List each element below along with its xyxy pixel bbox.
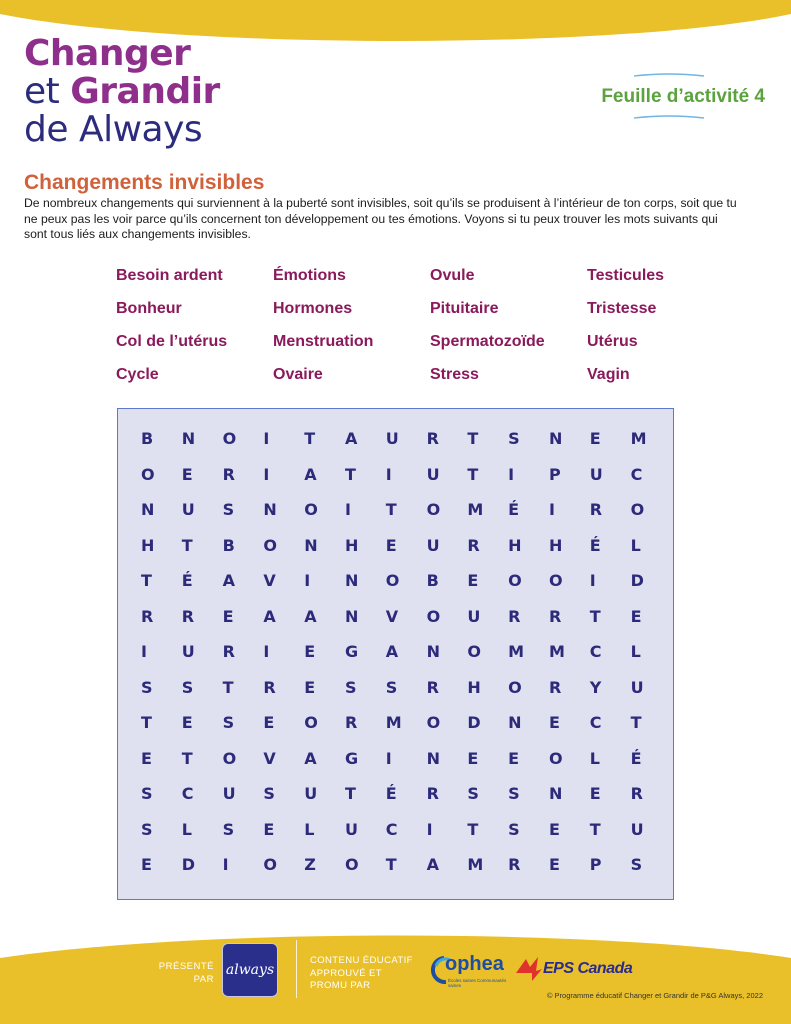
copyright-notice: © Programme éducatif Changer et Grandir de P&G Always, 2022	[546, 991, 763, 1000]
grid-letter[interactable]: G	[344, 642, 359, 661]
word-list	[116, 266, 716, 384]
grid-letter[interactable]: R	[508, 606, 521, 626]
grid-letter[interactable]: O	[222, 748, 237, 768]
grid-letter[interactable]: T	[467, 819, 479, 839]
grid-letter[interactable]: U	[589, 464, 603, 484]
grid-letter[interactable]: T	[344, 784, 356, 803]
grid-letter[interactable]: R	[426, 677, 439, 697]
grid-letter[interactable]: A	[304, 748, 317, 768]
logo-line-1: Changer	[24, 33, 191, 74]
grid-letter[interactable]: V	[385, 606, 399, 626]
grid-letter[interactable]: I	[141, 642, 147, 661]
word-list-item: Stress	[430, 366, 479, 383]
grid-letter[interactable]: O	[222, 429, 237, 448]
grid-letter[interactable]: D	[630, 571, 644, 590]
word-list-item: Émotions	[273, 267, 346, 284]
grid-letter[interactable]: O	[426, 606, 441, 626]
section-title: Changements invisibles	[24, 171, 265, 194]
grid-letter[interactable]: U	[630, 677, 644, 697]
grid-letter[interactable]: S	[141, 819, 153, 839]
grid-letter[interactable]: N	[344, 571, 359, 590]
grid-letter[interactable]: E	[263, 713, 275, 732]
grid-letter[interactable]: T	[589, 819, 601, 839]
logo-line-2: et Grandir	[24, 71, 220, 112]
grid-letter[interactable]: S	[141, 677, 153, 697]
grid-letter[interactable]: O	[467, 642, 481, 661]
grid-letter[interactable]: N	[181, 429, 196, 448]
grid-letter[interactable]: S	[508, 819, 520, 839]
grid-letter[interactable]: R	[181, 606, 195, 626]
grid-letter[interactable]: A	[304, 606, 317, 626]
grid-letter[interactable]: T	[589, 606, 601, 626]
grid-letter[interactable]: O	[304, 500, 318, 519]
grid-letter[interactable]: A	[222, 571, 235, 590]
grid-letter[interactable]: T	[181, 535, 193, 555]
grid-letter[interactable]: U	[222, 784, 236, 803]
word-list-item: Utérus	[587, 333, 638, 350]
grid-letter[interactable]: R	[508, 855, 521, 874]
grid-letter[interactable]: E	[467, 748, 479, 768]
grid-letter[interactable]: É	[589, 535, 601, 555]
presented-by-label: PRÉSENTÉ PAR	[158, 961, 214, 985]
word-list-item: Hormones	[273, 300, 353, 317]
grid-letter[interactable]: O	[630, 500, 645, 519]
grid-letter[interactable]: C	[589, 713, 602, 732]
grid-letter[interactable]: O	[548, 571, 563, 590]
grid-letter[interactable]: T	[467, 429, 479, 448]
grid-letter[interactable]: S	[222, 713, 235, 732]
word-list-item: Besoin ardent	[116, 267, 223, 284]
grid-letter[interactable]: L	[589, 748, 600, 768]
grid-letter[interactable]: H	[508, 535, 522, 555]
word-list-item: Ovaire	[273, 366, 323, 383]
always-logo	[222, 943, 278, 997]
word-list-item: Testicules	[587, 267, 665, 284]
grid-letter[interactable]: B	[426, 571, 439, 590]
grid-letter[interactable]: N	[141, 500, 155, 519]
grid-letter[interactable]: L	[630, 535, 641, 555]
grid-letter[interactable]: L	[181, 819, 192, 839]
grid-letter[interactable]: T	[304, 429, 316, 448]
grid-letter[interactable]: U	[181, 500, 195, 519]
grid-letter[interactable]: N	[426, 642, 440, 661]
grid-letter[interactable]: A	[385, 642, 399, 661]
grid-letter[interactable]: U	[467, 606, 481, 626]
grid-letter[interactable]: T	[181, 748, 193, 768]
grid-letter[interactable]: P	[548, 464, 561, 484]
grid-letter[interactable]: N	[548, 429, 563, 448]
word-search-puzzle	[117, 408, 674, 900]
grid-letter[interactable]: O	[426, 713, 441, 732]
grid-letter[interactable]: R	[141, 606, 154, 626]
footer-divider	[296, 940, 297, 998]
grid-letter[interactable]: D	[181, 855, 196, 874]
grid-letter[interactable]: S	[181, 677, 194, 697]
grid-letter[interactable]: R	[467, 535, 480, 555]
grid-letter[interactable]: É	[181, 571, 193, 590]
grid-letter[interactable]: I	[263, 464, 270, 484]
grid-letter[interactable]: O	[426, 500, 441, 519]
grid-letter[interactable]: É	[508, 500, 520, 519]
grid-letter[interactable]: O	[508, 677, 522, 697]
grid-letter[interactable]: H	[141, 535, 155, 555]
grid-letter[interactable]: I	[426, 819, 433, 839]
grid-letter[interactable]: E	[589, 429, 601, 448]
grid-letter[interactable]: R	[548, 606, 562, 626]
grid-letter[interactable]: S	[344, 677, 357, 697]
grid-letter[interactable]: E	[141, 855, 152, 874]
grid-letter[interactable]: C	[385, 819, 398, 839]
grid-letter[interactable]: U	[181, 642, 195, 661]
grid-letter[interactable]: E	[467, 571, 479, 590]
grid-letter[interactable]: I	[548, 500, 555, 519]
grid-letter[interactable]: É	[385, 784, 397, 803]
grid-letter[interactable]: I	[589, 571, 596, 590]
grid-letter[interactable]: V	[263, 571, 276, 590]
grid-letter[interactable]: G	[344, 748, 359, 768]
grid-letter[interactable]: U	[630, 819, 644, 839]
grid-letter[interactable]: L	[304, 819, 315, 839]
approved-by-label: CONTENU ÉDUCATIF APPROUVÉ ET PROMU PAR	[310, 955, 413, 991]
grid-letter[interactable]: N	[344, 606, 359, 626]
grid-letter[interactable]: H	[344, 535, 359, 555]
grid-letter[interactable]: E	[304, 642, 316, 661]
grid-letter[interactable]: B	[141, 429, 154, 448]
grid-letter[interactable]: E	[222, 606, 234, 626]
grid-letter[interactable]: S	[630, 855, 643, 874]
grid-letter[interactable]: M	[630, 429, 647, 448]
grid-letter[interactable]: A	[426, 855, 439, 874]
always-logo-text: always	[225, 962, 275, 978]
word-list-item: Menstruation	[273, 333, 374, 350]
grid-letter[interactable]: É	[630, 748, 642, 768]
grid-letter[interactable]: E	[181, 464, 193, 484]
word-list-item: Ovule	[430, 267, 475, 284]
grid-letter[interactable]: O	[304, 713, 318, 732]
grid-letter[interactable]: T	[630, 713, 642, 732]
grid-letter[interactable]: U	[344, 819, 358, 839]
grid-letter[interactable]: T	[141, 713, 152, 732]
grid-letter[interactable]: N	[426, 748, 440, 768]
grid-letter[interactable]: I	[385, 748, 392, 768]
grid-letter[interactable]: O	[263, 855, 277, 874]
grid-letter[interactable]: R	[344, 713, 358, 732]
grid-letter[interactable]: E	[548, 713, 560, 732]
grid-letter[interactable]: I	[222, 855, 229, 874]
grid-letter[interactable]: U	[304, 784, 318, 803]
grid-letter[interactable]: S	[222, 819, 235, 839]
grid-letter[interactable]: O	[263, 535, 277, 555]
grid-letter[interactable]: R	[426, 429, 439, 448]
grid-letter[interactable]: N	[263, 500, 277, 519]
grid-letter[interactable]: I	[263, 429, 270, 448]
grid-letter[interactable]: I	[508, 464, 515, 484]
word-list-item: Cycle	[116, 366, 159, 383]
grid-letter[interactable]: R	[426, 784, 439, 803]
grid-letter[interactable]: V	[263, 748, 276, 768]
grid-letter[interactable]: U	[385, 429, 399, 448]
changer-et-grandir-logo	[24, 33, 220, 150]
grid-letter[interactable]: R	[630, 784, 643, 803]
grid-letter[interactable]: E	[508, 748, 520, 768]
grid-letter[interactable]: M	[385, 713, 402, 732]
ophea-logo-text: ophea	[445, 953, 504, 975]
grid-letter[interactable]: R	[589, 500, 603, 519]
word-list-item: Vagin	[587, 366, 630, 383]
grid-letter[interactable]: R	[263, 677, 276, 697]
logo-line-3: de Always	[24, 109, 203, 150]
grid-letter[interactable]: S	[263, 784, 275, 803]
grid-letter[interactable]: A	[304, 464, 317, 484]
grid-letter[interactable]: Y	[589, 677, 602, 697]
grid-letter[interactable]: E	[548, 855, 560, 874]
ophea-tagline: Écoles saines Communautés saines	[448, 978, 507, 988]
grid-letter[interactable]: H	[467, 677, 481, 697]
grid-letter[interactable]: M	[508, 642, 525, 661]
activity-sheet-label: Feuille d’activité 4	[601, 86, 765, 107]
grid-letter[interactable]: I	[344, 500, 351, 519]
grid-letter[interactable]: B	[222, 535, 235, 555]
grid-letter[interactable]: E	[589, 784, 601, 803]
grid-letter[interactable]: M	[548, 642, 565, 661]
grid-letter[interactable]: O	[508, 571, 522, 590]
grid-letter[interactable]: R	[222, 642, 235, 661]
grid-letter[interactable]: N	[304, 535, 318, 555]
grid-letter[interactable]: E	[385, 535, 397, 555]
grid-letter[interactable]: S	[141, 784, 153, 803]
grid-letter[interactable]: H	[548, 535, 563, 555]
grid-letter[interactable]: C	[630, 464, 643, 484]
grid-letter[interactable]: U	[426, 464, 440, 484]
grid-letter[interactable]: T	[222, 677, 234, 697]
grid-letter[interactable]: T	[385, 500, 397, 519]
grid-letter[interactable]: E	[630, 606, 642, 626]
grid-letter[interactable]: R	[548, 677, 562, 697]
grid-letter[interactable]: I	[304, 571, 311, 590]
grid-letter[interactable]: O	[548, 748, 563, 768]
grid-letter[interactable]: M	[467, 500, 484, 519]
grid-letter[interactable]: T	[344, 464, 356, 484]
grid-letter[interactable]: D	[467, 713, 481, 732]
word-list-item: Col de l’utérus	[116, 333, 228, 350]
grid-letter[interactable]: U	[426, 535, 440, 555]
grid-letter[interactable]: O	[344, 855, 359, 874]
grid-letter[interactable]: N	[508, 713, 522, 732]
word-list-item: Tristesse	[587, 300, 657, 317]
grid-letter[interactable]: T	[385, 855, 397, 874]
grid-letter[interactable]: O	[385, 571, 400, 590]
grid-letter[interactable]: T	[467, 464, 479, 484]
grid-letter[interactable]: T	[141, 571, 152, 590]
grid-letter[interactable]: M	[467, 855, 484, 874]
grid-letter[interactable]: E	[141, 748, 152, 768]
grid-letter[interactable]: E	[263, 819, 275, 839]
grid-letter[interactable]: C	[589, 642, 602, 661]
grid-letter[interactable]: N	[548, 784, 563, 803]
grid-letter[interactable]: Z	[304, 855, 316, 874]
intro-paragraph: De nombreux changements qui surviennent à la puberté sont invisibles, soit qu’ils se produisent à l’intérieur de ton corps, soit que tu ne peux pas les voir parce qu’ils concernent ton développement ou tes émotions. Voyons si tu peux trouver les mots suivants qui sont tous liés aux changements invisibles.	[24, 196, 737, 241]
letter-grid	[138, 429, 668, 891]
grid-letter[interactable]: E	[548, 819, 560, 839]
grid-letter[interactable]: P	[589, 855, 602, 874]
word-list-item: Spermatozoïde	[430, 333, 545, 350]
grid-letter[interactable]: S	[385, 677, 398, 697]
grid-letter[interactable]: S	[508, 429, 520, 448]
grid-letter[interactable]: S	[222, 500, 235, 519]
grid-letter[interactable]: E	[304, 677, 316, 697]
grid-letter[interactable]: R	[222, 464, 235, 484]
grid-letter[interactable]: S	[508, 784, 520, 803]
grid-letter[interactable]: E	[181, 713, 193, 732]
grid-letter[interactable]: I	[385, 464, 392, 484]
word-list-item: Bonheur	[116, 300, 182, 317]
grid-letter[interactable]: S	[467, 784, 479, 803]
grid-letter[interactable]: A	[263, 606, 276, 626]
grid-letter[interactable]: O	[141, 464, 155, 484]
eps-canada-logo-text: EPS Canada	[543, 960, 633, 977]
grid-letter[interactable]: C	[181, 784, 194, 803]
word-list-item: Pituitaire	[430, 300, 499, 317]
grid-letter[interactable]: L	[630, 642, 641, 661]
grid-letter[interactable]: A	[344, 429, 358, 448]
grid-letter[interactable]: I	[263, 642, 270, 661]
